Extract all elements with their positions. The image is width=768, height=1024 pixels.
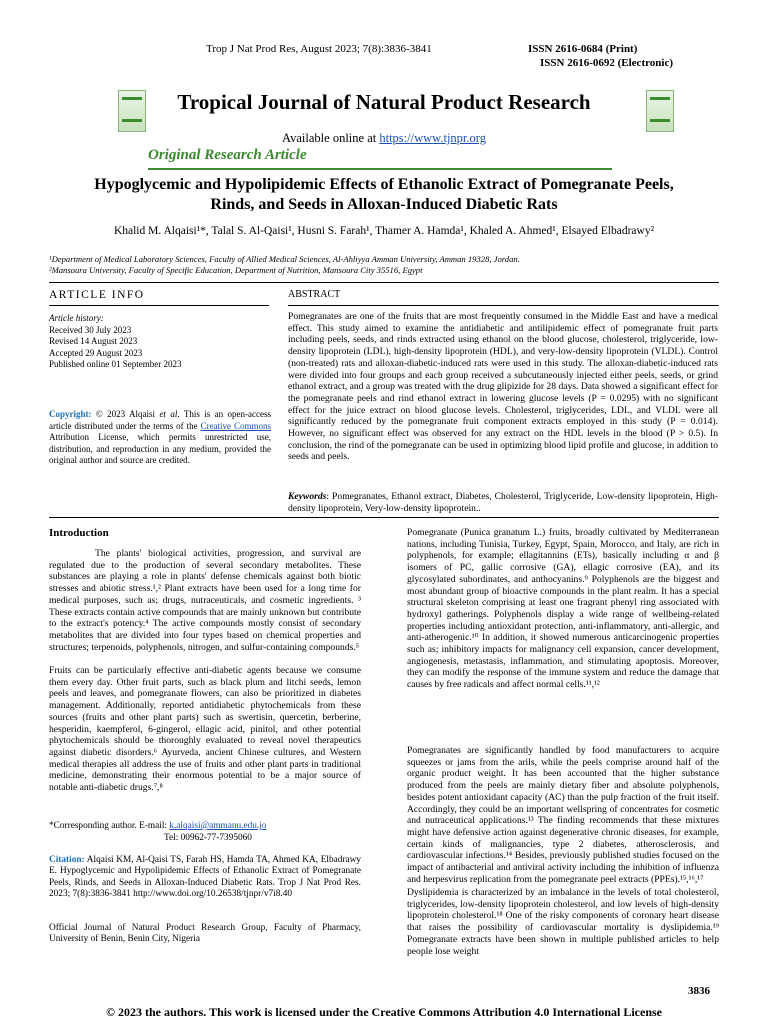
paper-title-line1: Hypoglycemic and Hypolipidemic Effects of Ethanolic Extract of Pomegranate Peels,	[94, 176, 674, 193]
issn-print: ISSN 2616-0684 (Print)	[528, 43, 638, 55]
copyright-etal: et al	[159, 409, 178, 419]
page-number: 3836	[688, 985, 710, 997]
received-date: Received 30 July 2023	[49, 324, 132, 335]
right-paragraph-1: Pomegranate (Punica granatum L.) fruits, broadly cultivated by Mediterranean nations, including Tunisia, Turkey, Egypt, Spain, Morocco, and Italy, are rich in polyphenols, for example; ellagitannins (ETs), basically including α and β isomers of PC, gallic corrosive (GA), ellagic corrosive (EA), and its glycosylated subordinates, and anthocyanins.⁹ Polyphenols are the biggest and most abundant group of bioactive compounds in the plant realm. It has a special structural skeleton comprising at least one fragrant phenyl ring associated with hydroxyl gatherings. Polyphenols display a wide range of wellbeing-related properties including antioxidant protection, anti-inflammatory, anti-allergic, and anti-atherogenic.¹⁰ In addition, it showed numerous anticarcinogenic properties such as; inhibitory impacts for malignancy cell expansion, cancer development, angiogenesis, metastasis, inflammation, and stimulating apoptosis. Moreover, they can modify the response of the immune system and reduce the damage that causes by free radicals and affect normal cells.¹¹,¹²	[407, 527, 719, 691]
article-info-heading: ARTICLE INFO	[49, 289, 145, 301]
affiliation-2: ²Mansoura University, Faculty of Specific Education, Department of Nutrition, Mansoura City 35516, Egypt	[49, 265, 423, 275]
corresponding-tel: Tel: 00962-77-7395060	[164, 833, 252, 843]
abstract-heading: ABSTRACT	[288, 289, 341, 300]
corresponding-label: *Corresponding author. E-mail:	[49, 821, 170, 831]
intro-paragraph-2: Fruits can be particularly effective anti-diabetic agents because we consume them every day. Other fruit parts, such as black plum and litchi seeds, lemon peels and leaves, and pomegranate flowers, can also be prioritized in diabetes management. Additionally, reported antidiabetic phytochemicals from these sources (fruits and other plant parts) such as swertisin, quercetin, berberine, hesperidin, kaempferol, 6-gingerol, ellagic acid, pinitol, and other potential phytochemicals should be thoroughly evaluated to reveal novel therapeutics against diabetic disorders.⁶ Ayurveda, ancient Chinese cultures, and Western medical therapies all address the use of fruits and other plant parts in traditional medicine, demonstrating their enormous potential to be a major source of notable anti-diabetic drugs.⁷,⁸	[49, 665, 361, 794]
citation-block	[49, 855, 361, 900]
citation-text: Alqaisi KM, Al-Qaisi TS, Farah HS, Hamda TA, Ahmed KA, Elbadrawy E. Hypoglycemic and Hypolipidemic Effects of Ethanolic Extract of Pomegranate Peels, Rinds, and Seeds in Alloxan-Induced Diabetic Rats. Trop J Nat Prod Res. 2023; 7(8):3836-3841 http://www.doi.org/10.26538/tjnpr/v7i8.40	[49, 855, 361, 899]
rule-abstract	[288, 305, 719, 306]
abstract-text: Pomegranates are one of the fruits that are most frequently consumed in the Middle East and have a medical effect. This study aimed to examine the antidiabetic and antilipidemic effect of pomegranate fruit parts including peels, seeds, and rinds extracted using ethanol on the blood glucose, cholesterol, triglyceride, low-density lipoprotein (LDL), high-density lipoprotein (HDL), and very-low-density lipoprotein (VLDL). Control (non-treated) rats and alloxan-diabetic-induced rats were used in this study. The alloxan-diabetic-induced rats were divided into four groups and each group received a subcutaneously injected either peels, seeds, or grind ethanol extract, and a group was treated with the drug glipizide for 28 days. Data showed a significant effect for the pomegranate peels and rind ethanol extract in lowering glucose levels (P = 0.0295) with no significant effect for the juice extract on blood glucose levels. Cholesterol, triglycerides, LDL, and VLDL were all significantly reduced by the pomegranate fruit component extracts employed in this study (P = 0.014). However, no significant effect was observed for any extract on the HDL levels in the blood (P > 0.5). In conclusion, the rind of the pomegranate can be used in optimizing blood lipid profile and glucose, in addition to seeds and peels.	[288, 311, 718, 463]
official-journal-note: Official Journal of Natural Product Research Group, Faculty of Pharmacy, University of Benin, Benin City, Nigeria	[49, 923, 361, 945]
journal-url-link[interactable]: https://www.tjnpr.org	[379, 131, 486, 145]
right-paragraph-2: Pomegranates are significantly handled by food manufacturers to acquire squeezes or jams from the arils, while the peels comprise around half of the organic product weight. It has been accounted that the higher substance produced from the peels are mainly dietary fiber and absolute polyphenols, besides potent antioxidant capacity (AC) than the pulp fraction of the fruit itself. Accordingly, they could be an important wellspring of concentrates for cosmetic and nutraceutical applications.¹³ The finding recommends that these mixtures might have defensive action against degenerative chronic diseases, for example, certain kinds of malignancies, type 2 diabetes, atherosclerosis, and cardiovascular infections.¹⁴ Besides, previously published studies focused on the impact of antibacterial and antiviral activity including the inhibition of influenza and herpesvirus replication from the pomegranate peel extracts (PPEs).¹⁵,¹⁶,¹⁷	[407, 745, 719, 885]
creative-commons-link[interactable]: Creative Commons	[200, 420, 271, 431]
intro-paragraph-1: The plants' biological activities, progression, and survival are regulated due to the production of several secondary metabolites. These substances are playing a role in plants' defense chemicals against both biotic stresses and abiotic stress.¹,² Plant extracts have been used for a long time for medical purposes, such as; drugs, nutraceuticals, and cosmetic ingredients. ³ These extracts contain active compounds that are mainly unknown but contribute to the extract's potency.⁴ The active compounds mostly consist of secondary metabolites that are divided into four types based on chemical properties and structures; terpenoids, polyphenols, nitrogen, and sulfur-containing compounds.⁵	[49, 548, 361, 653]
citation-label: Citation:	[49, 855, 85, 865]
affiliation-1: ¹Department of Medical Laboratory Sciences, Faculty of Allied Medical Sciences, Al-Ahliyya Amman University, Amman 19328, Jordan.	[49, 254, 520, 264]
article-history	[49, 313, 271, 371]
authors: Khalid M. Alqaisi¹*, Talal S. Al-Qaisi¹, Husni S. Farah¹, Thamer A. Hamda¹, Khaled A. Ahmed¹, Elsayed Elbadrawy²	[113, 225, 655, 237]
paper-title	[40, 175, 728, 215]
copyright-text1: © 2023 Alqaisi	[91, 409, 160, 419]
copyright-block	[49, 409, 271, 467]
keywords-label: Keywords	[288, 491, 327, 502]
license-footer: © 2023 the authors. This work is licensed under the Creative Commons Attribution 4.0 International License	[106, 1005, 662, 1019]
rule-top	[49, 282, 719, 283]
copyright-text3: Attribution License, which permits unrestricted use, distribution, and reproduction in any medium, provided the original author and source are credited.	[49, 432, 271, 465]
running-header: Trop J Nat Prod Res, August 2023; 7(8):3836-3841	[206, 43, 432, 55]
published-date: Published online 01 September 2023	[49, 359, 182, 369]
right-paragraph-3: Dyslipidemia is characterized by an imbalance in the levels of total cholesterol, triglycerides, low-density lipoprotein cholesterol, and low levels of high-density lipoprotein cholesterol.¹⁸ One of the risky components of coronary heart disease that raises the possibility of cardiovascular mortality is dyslipidemia.¹⁹ Pomegranate extracts have been shown in multiple published articles to help people lose weight	[407, 887, 719, 957]
corresponding-email[interactable]: k.alqaisi@ammanu.edu.jo	[169, 821, 267, 831]
keywords-text: : Pomegranates, Ethanol extract, Diabetes, Cholesterol, Triglyceride, Low-density lipoprotein, High-density lipoprotein, Very-low-density lipoprotein..	[288, 491, 718, 514]
introduction-heading: Introduction	[49, 527, 109, 539]
keywords	[288, 491, 718, 514]
revised-date: Revised 14 August 2023	[49, 336, 138, 346]
available-prefix: Available online at	[282, 131, 380, 145]
copyright-text2: . This is an open-access article distributed under the terms of the	[49, 409, 272, 431]
accepted-date: Accepted 29 August 2023	[49, 347, 143, 358]
copyright-label: Copyright:	[49, 409, 92, 419]
issn-electronic: ISSN 2616-0692 (Electronic)	[540, 57, 674, 69]
journal-title: Tropical Journal of Natural Product Research	[177, 90, 591, 114]
available-online	[0, 131, 768, 146]
paper-title-line2: Rinds, and Seeds in Alloxan-Induced Diabetic Rats	[210, 196, 558, 213]
rule-bottom	[49, 517, 719, 518]
header-divider	[148, 168, 612, 170]
history-label: Article history:	[49, 313, 104, 323]
corresponding-author	[49, 821, 361, 833]
rule-info	[49, 305, 269, 306]
article-type: Original Research Article	[148, 147, 307, 163]
